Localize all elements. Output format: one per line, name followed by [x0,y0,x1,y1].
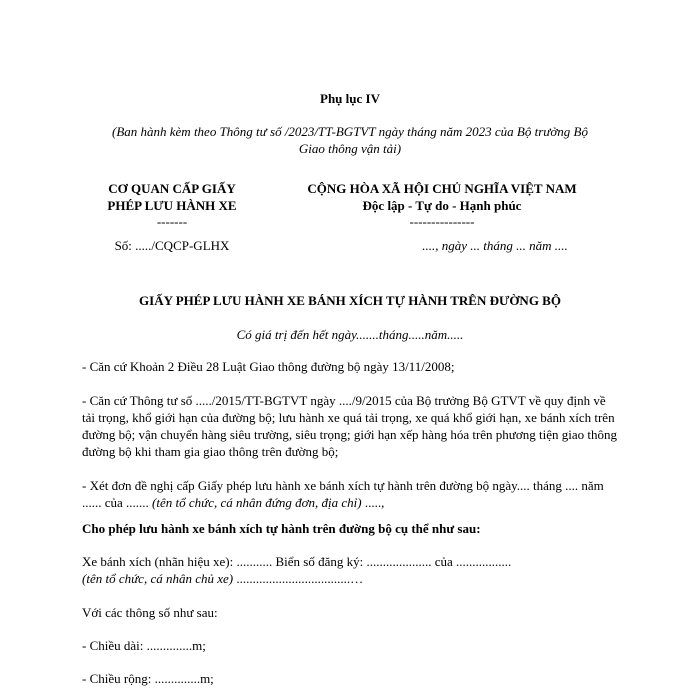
basis-law: - Căn cứ Khoản 2 Điều 28 Luật Giao thông đường bộ ngày 13/11/2008; [82,359,455,374]
document-title: GIẤY PHÉP LƯU HÀNH XE BÁNH XÍCH TỰ HÀNH TRÊN ĐƯỜNG BỘ [139,293,561,308]
owner-note: (tên tổ chức, cá nhân chủ xe) [82,571,234,586]
request-suffix: ....., [361,495,385,510]
request-applicant-note: (tên tổ chức, cá nhân đứng đơn, địa chỉ) [152,495,362,510]
permit-heading: Cho phép lưu hành xe bánh xích tự hành trên đường bộ cụ thể như sau: [82,521,481,536]
national-motto: Độc lập - Tự do - Hạnh phúc [362,198,522,213]
owner-dots: ...................................… [233,571,364,586]
length-line: - Chiều dài: ..............m; [82,638,206,653]
vehicle-line: Xe bánh xích (nhãn hiệu xe): ........... Biển số đăng ký: .................... của ................. [82,554,512,569]
width-line: - Chiều rộng: ..............m; [82,671,214,686]
national-title: CỘNG HÒA XÃ HỘI CHỦ NGHĨA VIỆT NAM [307,181,577,196]
issued-note-line2: Giao thông vận tải) [298,141,402,156]
issue-date: ...., ngày ... tháng ... năm .... [422,238,568,253]
issued-note-line1: (Ban hành kèm theo Thông tư số /2023/TT-BGTVT ngày tháng năm 2023 của Bộ trưởng Bộ [112,124,588,139]
specs-intro: Với các thông số như sau: [82,605,218,620]
agency-name-line1: CƠ QUAN CẤP GIẤY [108,181,236,196]
basis-circular: - Căn cứ Thông tư số ...../2015/TT-BGTVT ngày ..../9/2015 của Bộ trưởng Bộ GTVT về quy định về tải trọng, khổ giới hạn của đường bộ; lưu hành xe quá tải trọng, xe quá khổ giới hạn, xe bánh xích trên đường bộ; vận chuyển hàng siêu trường, siêu trọng; giới hạn xếp hàng hóa trên phương tiện giao thông đường bộ khi tham gia giao thông trên đường bộ; [82,393,617,459]
owner-line [82,570,620,587]
agency-divider: ------- [156,214,188,229]
validity-line: Có giá trị đến hết ngày.......tháng.....năm..... [236,327,464,342]
appendix-title: Phụ lục IV [320,91,380,106]
document-number: Số: ...../CQCP-GLHX [114,238,230,253]
request-paragraph [82,477,620,511]
agency-name-line2: PHÉP LƯU HÀNH XE [107,198,237,213]
national-divider: --------------- [409,214,475,229]
request-prefix: - Xét đơn đề nghị cấp Giấy phép lưu hành xe bánh xích tự hành trên đường bộ ngày.... tháng .... năm ...... của ....... [82,478,604,510]
